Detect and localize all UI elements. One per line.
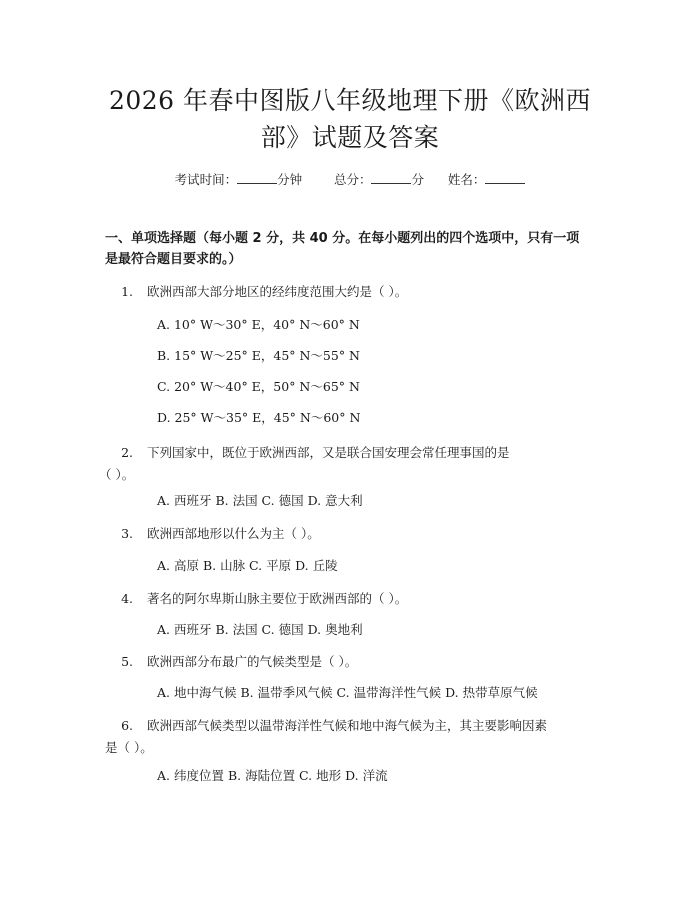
- question-text: 欧洲西部地形以什么为主（ ）。: [147, 526, 320, 541]
- question-number: 1.: [121, 284, 133, 299]
- option-6: A. 纬度位置 B. 海陆位置 C. 地形 D. 洋流: [157, 768, 388, 783]
- question-text-line-1: 下列国家中，既位于欧洲西部，又是联合国安理会常任理事国的是: [147, 445, 510, 460]
- exam-info-line: [0, 170, 700, 188]
- option-1d: D. 25° W～35° E，45° N～60° N: [157, 410, 361, 425]
- question-text-line-2: 是（ ）。: [105, 740, 153, 755]
- question-text: 欧洲西部分布最广的气候类型是（ ）。: [147, 654, 358, 669]
- section-heading: [105, 228, 605, 270]
- question-text-line-1: 欧洲西部气候类型以温带海洋性气候和地中海气候为主，其主要影响因素: [147, 718, 548, 733]
- time-label: 考试时间：: [174, 172, 238, 187]
- name-blank[interactable]: [485, 171, 525, 184]
- option-3: A. 高原 B. 山脉 C. 平原 D. 丘陵: [157, 558, 338, 573]
- section-heading-line-1: 一、单项选择题（每小题 2 分，共 40 分。在每小题列出的四个选项中，只有一项: [105, 231, 580, 246]
- name-label: 姓名：: [447, 172, 486, 187]
- question-number: 5.: [121, 654, 133, 669]
- question-1: [105, 281, 605, 303]
- question-number: 3.: [121, 526, 133, 541]
- question-number: 2.: [121, 445, 133, 460]
- question-5: [105, 651, 605, 673]
- option-1c: C. 20° W～40° E，50° N～65° N: [157, 379, 360, 394]
- score-unit: 分: [411, 172, 424, 187]
- time-unit: 分钟: [277, 172, 303, 187]
- question-3: [105, 523, 605, 545]
- exam-title: [90, 82, 610, 156]
- option-5: A. 地中海气候 B. 温带季风气候 C. 温带海洋性气候 D. 热带草原气候: [157, 685, 538, 700]
- question-2: [99, 442, 605, 486]
- question-text-line-2: （ ）。: [99, 467, 135, 482]
- question-6: [105, 715, 605, 759]
- time-blank[interactable]: [237, 171, 277, 184]
- score-blank[interactable]: [371, 171, 411, 184]
- question-text: 著名的阿尔卑斯山脉主要位于欧洲西部的（ ）。: [147, 591, 408, 606]
- option-1a: A. 10° W～30° E，40° N～60° N: [157, 317, 360, 332]
- question-4: [105, 588, 605, 610]
- option-1b: B. 15° W～25° E，45° N～55° N: [157, 348, 360, 363]
- score-label: 总分：: [333, 172, 372, 187]
- question-text: 欧洲西部大部分地区的经纬度范围大约是（ ）。: [147, 284, 408, 299]
- title-line-1: 2026 年春中图版八年级地理下册《欧洲西: [108, 86, 592, 115]
- section-heading-line-2: 是最符合题目要求的。）: [105, 252, 242, 267]
- option-2: A. 西班牙 B. 法国 C. 德国 D. 意大利: [157, 493, 363, 508]
- question-number: 6.: [121, 718, 133, 733]
- question-number: 4.: [121, 591, 133, 606]
- option-4: A. 西班牙 B. 法国 C. 德国 D. 奥地利: [157, 622, 363, 637]
- title-line-2: 部》试题及答案: [260, 123, 440, 152]
